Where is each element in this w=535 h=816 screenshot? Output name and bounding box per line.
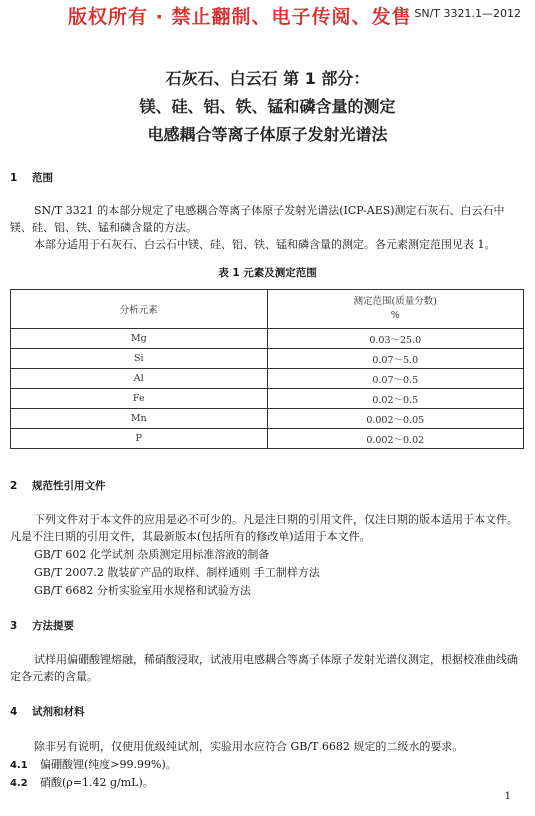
element-cell: Mn [11, 409, 268, 429]
document-title-line1: 石灰石、白云石 第 1 部分： [165, 69, 370, 88]
item-number: 4.1 [10, 760, 28, 771]
normative-reference: GB/T 602 化学试剂 杂质测定用标准溶液的制备 [34, 548, 270, 561]
element-cell: Mg [11, 329, 268, 349]
element-cell: P [11, 429, 268, 449]
section-3-heading [10, 618, 74, 633]
section-title: 范围 [32, 172, 53, 184]
range-cell: 0.07～0.5 [267, 369, 524, 389]
table-row [11, 369, 524, 389]
element-cell: Si [11, 349, 268, 369]
table-row [11, 389, 524, 409]
item-text: 硝酸(ρ=1.42 g/mL)。 [40, 776, 154, 789]
item-number: 4.2 [10, 778, 28, 789]
range-cell: 0.07～5.0 [267, 349, 524, 369]
table-row [11, 409, 524, 429]
element-cell: Fe [11, 389, 268, 409]
section-1-paragraph-2: 本部分适用于石灰石、白云石中镁、硅、铝、铁、锰和磷含量的测定。各元素测定范围见表 1。 [34, 238, 496, 251]
section-2-heading [10, 478, 106, 493]
section-title: 试剂和材料 [32, 706, 85, 718]
table-row [11, 329, 524, 349]
table-row [11, 349, 524, 369]
standard-number: SN/T 3321.1—2012 [414, 7, 521, 20]
table-header-row [11, 290, 524, 329]
section-4-paragraph-1: 除非另有说明，仅使用优级纯试剂，实验用水应符合 GB/T 6682 规定的二级水的要求。 [34, 740, 464, 753]
list-item [10, 756, 525, 774]
section-title: 规范性引用文件 [32, 480, 106, 492]
document-title-line3: 电感耦合等离子体原子发射光谱法 [147, 125, 388, 144]
range-cell: 0.002～0.05 [267, 409, 524, 429]
section-number: 4 [10, 706, 18, 718]
range-cell: 0.03～25.0 [267, 329, 524, 349]
section-2-paragraph-1: 下列文件对于本文件的应用是必不可少的。凡是注日期的引用文件，仅注日期的版本适用于本文件。凡是不注日期的引用文件，其最新版本(包括所有的修改单)适用于本文件。 [10, 513, 518, 543]
watermark-banner: 版权所有 · 禁止翻制、电子传阅、发售 [68, 6, 412, 28]
element-cell: Al [11, 369, 268, 389]
normative-reference: GB/T 2007.2 散装矿产品的取样、制样通则 手工制样方法 [34, 566, 320, 579]
header-range-unit: % [390, 310, 400, 321]
section-1-paragraph-1: SN/T 3321 的本部分规定了电感耦合等离子体原子发射光谱法(ICP-AES)测定石灰石、白云石中镁、硅、铝、铁、锰和磷含量的方法。 [10, 204, 505, 234]
range-cell: 0.002～0.02 [267, 429, 524, 449]
element-range-table [10, 289, 524, 449]
section-number: 3 [10, 620, 18, 632]
section-3-paragraph-1: 试样用偏硼酸锂熔融，稀硝酸浸取，试液用电感耦合等离子体原子发射光谱仪测定，根据校准曲线确定各元素的含量。 [10, 653, 518, 683]
list-item [10, 774, 525, 792]
document-title-line2: 镁、硅、铝、铁、锰和磷含量的测定 [139, 97, 396, 116]
section-4-heading [10, 704, 85, 719]
item-text: 偏硼酸锂(纯度>99.99%)。 [40, 758, 177, 771]
section-1-heading [10, 170, 53, 185]
table-caption: 表 1 元素及测定范围 [218, 267, 317, 279]
header-range-label: 测定范围(质量分数) [353, 296, 437, 307]
header-element: 分析元素 [11, 290, 268, 329]
normative-reference: GB/T 6682 分析实验室用水规格和试验方法 [34, 584, 251, 597]
section-number: 2 [10, 480, 18, 492]
header-range [267, 290, 524, 329]
table-row [11, 429, 524, 449]
range-cell: 0.02～0.5 [267, 389, 524, 409]
page-number: 1 [504, 791, 511, 802]
section-number: 1 [10, 172, 18, 184]
section-title: 方法提要 [32, 620, 74, 632]
